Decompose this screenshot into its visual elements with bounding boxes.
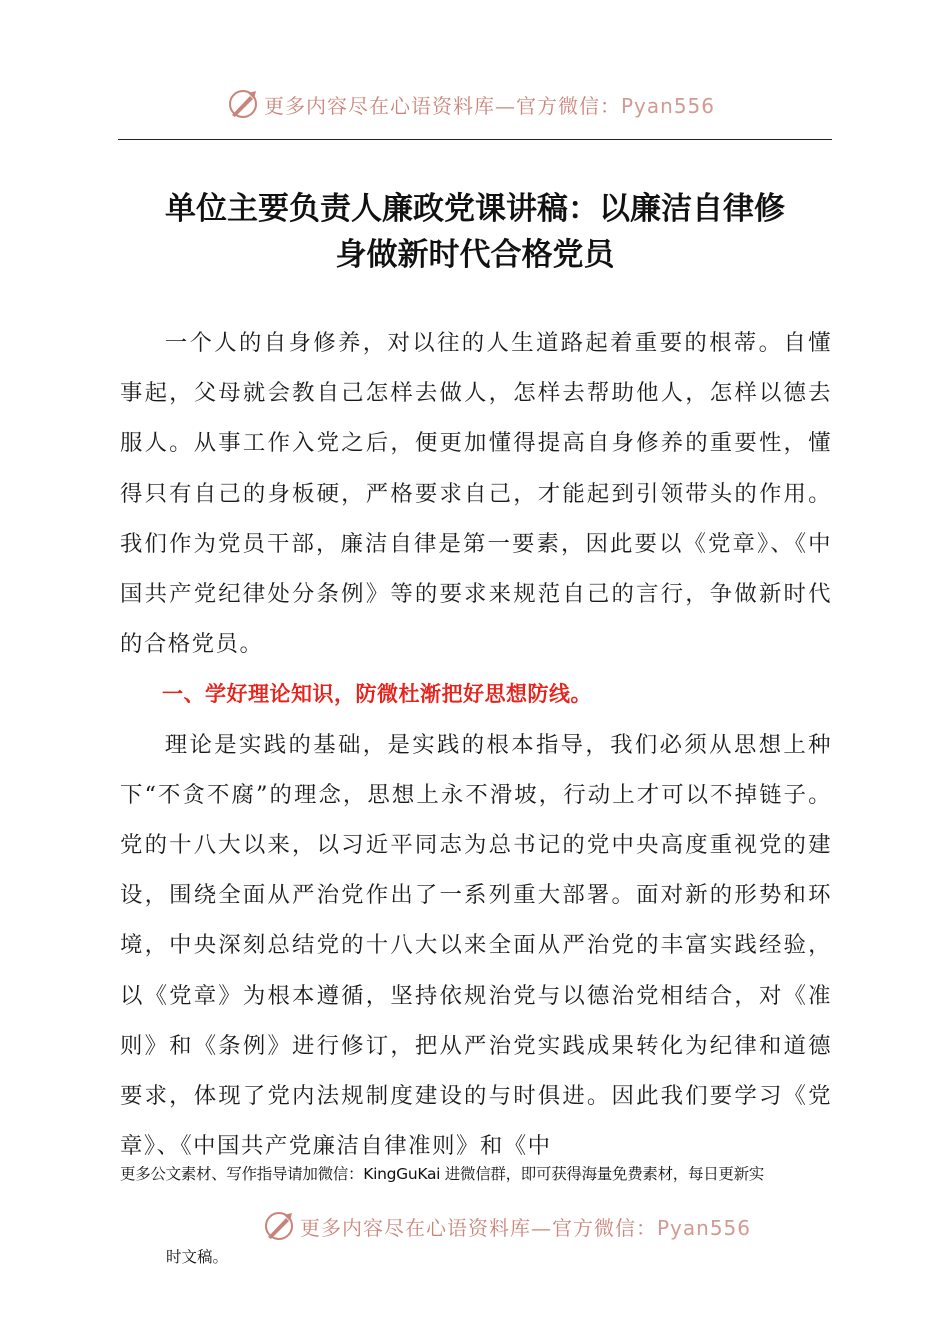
header-banner-wechat: Pyan556: [621, 93, 716, 118]
header-banner-main: 更多内容尽在心语资料库—官方微信：: [264, 93, 621, 118]
quill-logo-icon: [226, 87, 260, 121]
footer-banner-main: 更多内容尽在心语资料库—官方微信：: [300, 1215, 657, 1240]
paragraph-intro: 一个人的自身修养，对以往的人生道路起着重要的根蒂。自懂事起，父母就会教自己怎样去做人，怎样去帮助他人，怎样以德去服人。从事工作入党之后，便更加懂得提高自身修养的重要性，懂得只有自己的身板硬，严格要求自己，才能起到引领带头的作用。我们作为党员干部，廉洁自律是第一要素，因此要以《党章》、《中国共产党纪律处分条例》等的要求来规范自己的言行，争做新时代的合格党员。: [120, 330, 832, 658]
document-body: [120, 318, 832, 1171]
section-heading-1: 一、学好理论知识，防微杜渐把好思想防线。: [162, 682, 592, 707]
header-divider: [118, 139, 832, 140]
footer-banner: [262, 1206, 762, 1246]
footer-note: 更多公文素材、写作指导请加微信：KingGuKai 进微信群，即可获得海量免费素材，每日更新实: [120, 1165, 764, 1183]
title-line-1: 单位主要负责人廉政党课讲稿：以廉洁自律修: [165, 191, 785, 227]
paragraph-theory: 理论是实践的基础，是实践的根本指导，我们必须从思想上种下“不贪不腐”的理念，思想上永不滑坡，行动上才可以不掉链子。党的十八大以来，以习近平同志为总书记的党中央高度重视党的建设，围绕全面从严治党作出了一系列重大部署。面对新的形势和环境，中央深刻总结党的十八大以来全面从严治党的丰富实践经验，以《党章》为根本遵循，坚持依规治党与以德治党相结合，对《准则》和《条例》进行修订，把从严治党实践成果转化为纪律和道德要求，体现了党内法规制度建设的与时俱进。因此我们要学习《党章》、《中国共产党廉洁自律准则》和《中: [120, 731, 832, 1160]
header-banner-text: [264, 90, 715, 119]
page-title: [110, 186, 840, 278]
footer-note-continued: 时文稿。: [166, 1248, 229, 1266]
title-line-2: 身做新时代合格党员: [335, 237, 615, 273]
footer-banner-text: [300, 1212, 751, 1241]
quill-logo-icon: [262, 1209, 296, 1243]
footer-banner-wechat: Pyan556: [657, 1215, 752, 1240]
header-banner: [226, 84, 726, 124]
